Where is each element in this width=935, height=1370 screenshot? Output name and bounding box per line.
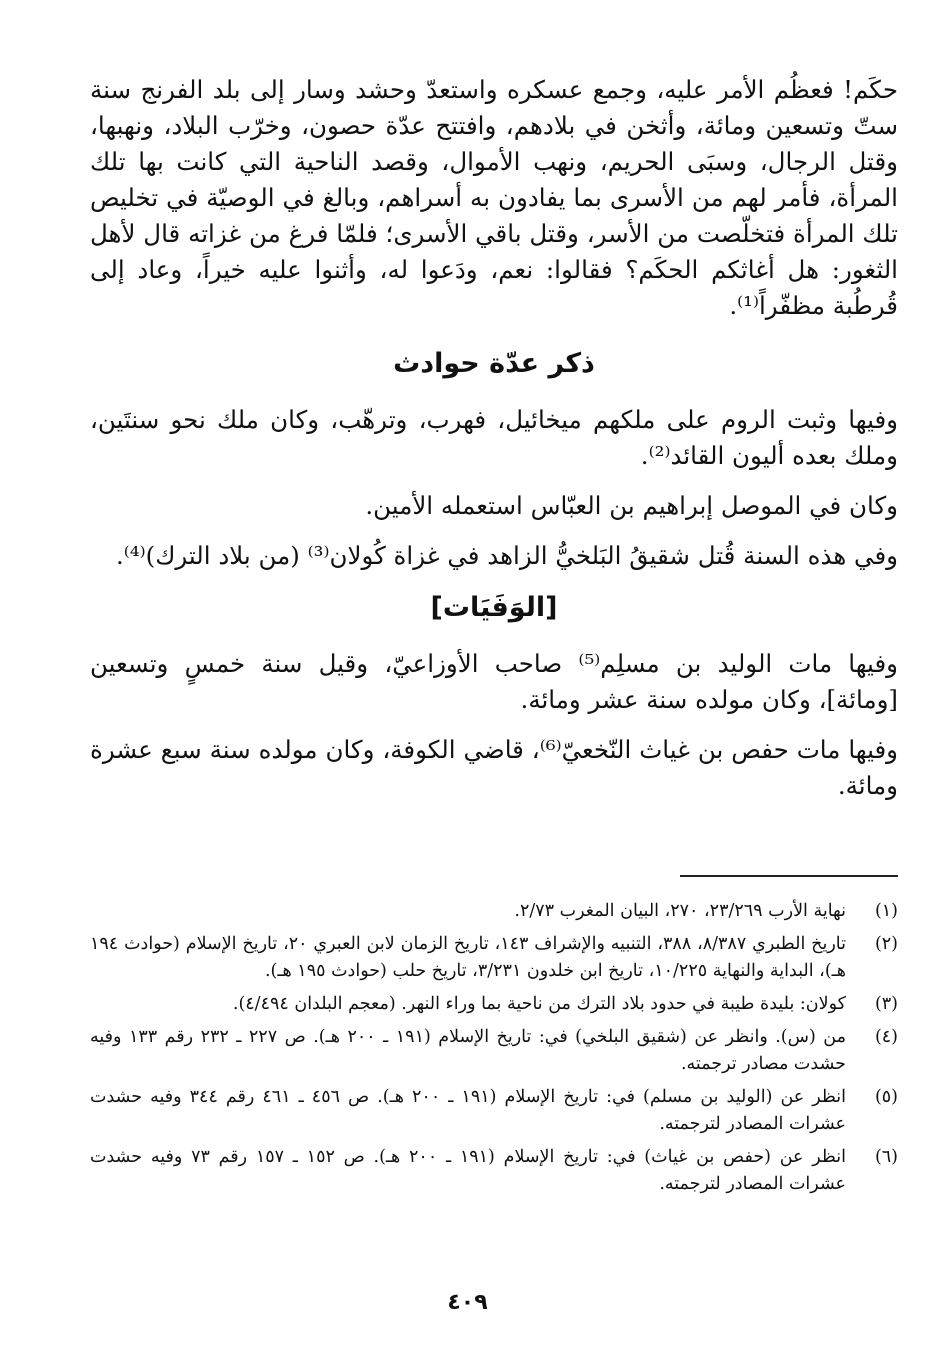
footnote-number: (٦)	[874, 1147, 898, 1167]
section-heading-events: ذكر عدّة حوادث	[393, 348, 595, 379]
event-paragraph: وفي هذه السنة قُتل شقيقُ البَلخيُّ الزاهد في غزاة كُولان⁽³⁾ (من بلاد الترك)⁽⁴⁾.	[115, 541, 898, 570]
footnote	[90, 1144, 898, 1198]
footnote	[90, 931, 898, 985]
main-text	[90, 72, 898, 818]
footnote	[90, 1024, 898, 1078]
footnote	[90, 1084, 898, 1138]
intro-paragraph: حكَم! فعظُم الأمر عليه، وجمع عسكره واستعدّ وحشد وسار إلى بلد الفرنج سنة ستّ وتسعين ومائة، وأثخن في بلادهم، وافتتح عدّة حصون، وخرّب البلاد، ونهبها، وقتل الرجال، وسبَى الحريم، ونهب الأموال، وقصد الناحية التي كانت بها تلك المرأة، فأمر لهم من الأسرى بما يفادون به أسراهم، وبالغ في الوصيّة في تخليص تلك المرأة فتخلّصت من الأسر، وقتل باقي الأسرى؛ فلمّا فرغ من غزاته قال لأهل الثغور: هل أغاثكم الحكَم؟ فقالوا: نعم، ودَعوا له، وأثنوا عليه خيراً، وعاد إلى قُرطُبة مظفّراً⁽¹⁾.	[90, 75, 898, 320]
footnote-text: نهاية الأرب ٢٣/٢٦٩، ٢٧٠، البيان المغرب ٢/٧٣.	[514, 901, 846, 921]
footnote-text: تاريخ الطبري ٨/٣٨٧، ٣٨٨، التنبيه والإشراف ١٤٣، تاريخ الزمان لابن العبري ٢٠، تاريخ الإسلام (حوادث ١٩٤ هـ)، البداية والنهاية ١٠/٢٢٥، تاريخ ابن خلدون ٣/٢٣١، تاريخ حلب (حوادث ١٩٥ هـ).	[90, 934, 846, 981]
death-paragraph: وفيها مات الوليد بن مسلِم⁽⁵⁾ صاحب الأوزاعيّ، وقيل سنة خمسٍ وتسعين [ومائة]، وكان مولده سنة عشر ومائة.	[90, 649, 898, 714]
footnote-number: (١)	[874, 901, 898, 921]
footnotes	[90, 898, 898, 1204]
footnote-number: (٥)	[874, 1087, 898, 1107]
death-paragraph: وفيها مات حفص بن غياث النّخعيّ⁽⁶⁾، قاضي الكوفة، وكان مولده سنة سبع عشرة ومائة.	[90, 735, 899, 800]
event-paragraph: وفيها وثبت الروم على ملكهم ميخائيل، فهرب، وترهّب، وكان ملك نحو سنتَين، وملك بعده أليون القائد⁽²⁾.	[90, 405, 898, 470]
page-number: ٤٠٩	[447, 1290, 488, 1315]
footnote-number: (٤)	[874, 1027, 898, 1047]
footnote-text: كولان: بليدة طيبة في حدود بلاد الترك من ناحية بما وراء النهر. (معجم البلدان ٤/٤٩٤).	[232, 994, 846, 1014]
footnote	[90, 898, 898, 925]
footnote-separator	[680, 875, 898, 877]
footnote-text: انظر عن (الوليد بن مسلم) في: تاريخ الإسلام (١٩١ ـ ٢٠٠ هـ). ص ٤٥٦ ـ ٤٦١ رقم ٣٤٤ وفيه حشدت عشرات المصادر لترجمته.	[90, 1087, 846, 1134]
footnote-number: (٣)	[874, 994, 898, 1014]
footnote-text: من (س). وانظر عن (شقيق البلخي) في: تاريخ الإسلام (١٩١ ـ ٢٠٠ هـ). ص ٢٢٧ ـ ٢٣٢ رقم ١٣٣ وفيه حشدت مصادر ترجمته.	[90, 1027, 847, 1074]
footnote-number: (٢)	[874, 934, 898, 954]
footnote	[90, 991, 898, 1018]
footnote-text: انظر عن (حفص بن غياث) في: تاريخ الإسلام (١٩١ ـ ٢٠٠ هـ). ص ١٥٢ ـ ١٥٧ رقم ٧٣ وفيه حشدت عشرات المصادر لترجمته.	[90, 1147, 846, 1194]
event-paragraph: وكان في الموصل إبراهيم بن العبّاس استعمله الأمين.	[365, 491, 898, 520]
section-heading-deaths: [الوَفَيَات]	[430, 592, 558, 623]
